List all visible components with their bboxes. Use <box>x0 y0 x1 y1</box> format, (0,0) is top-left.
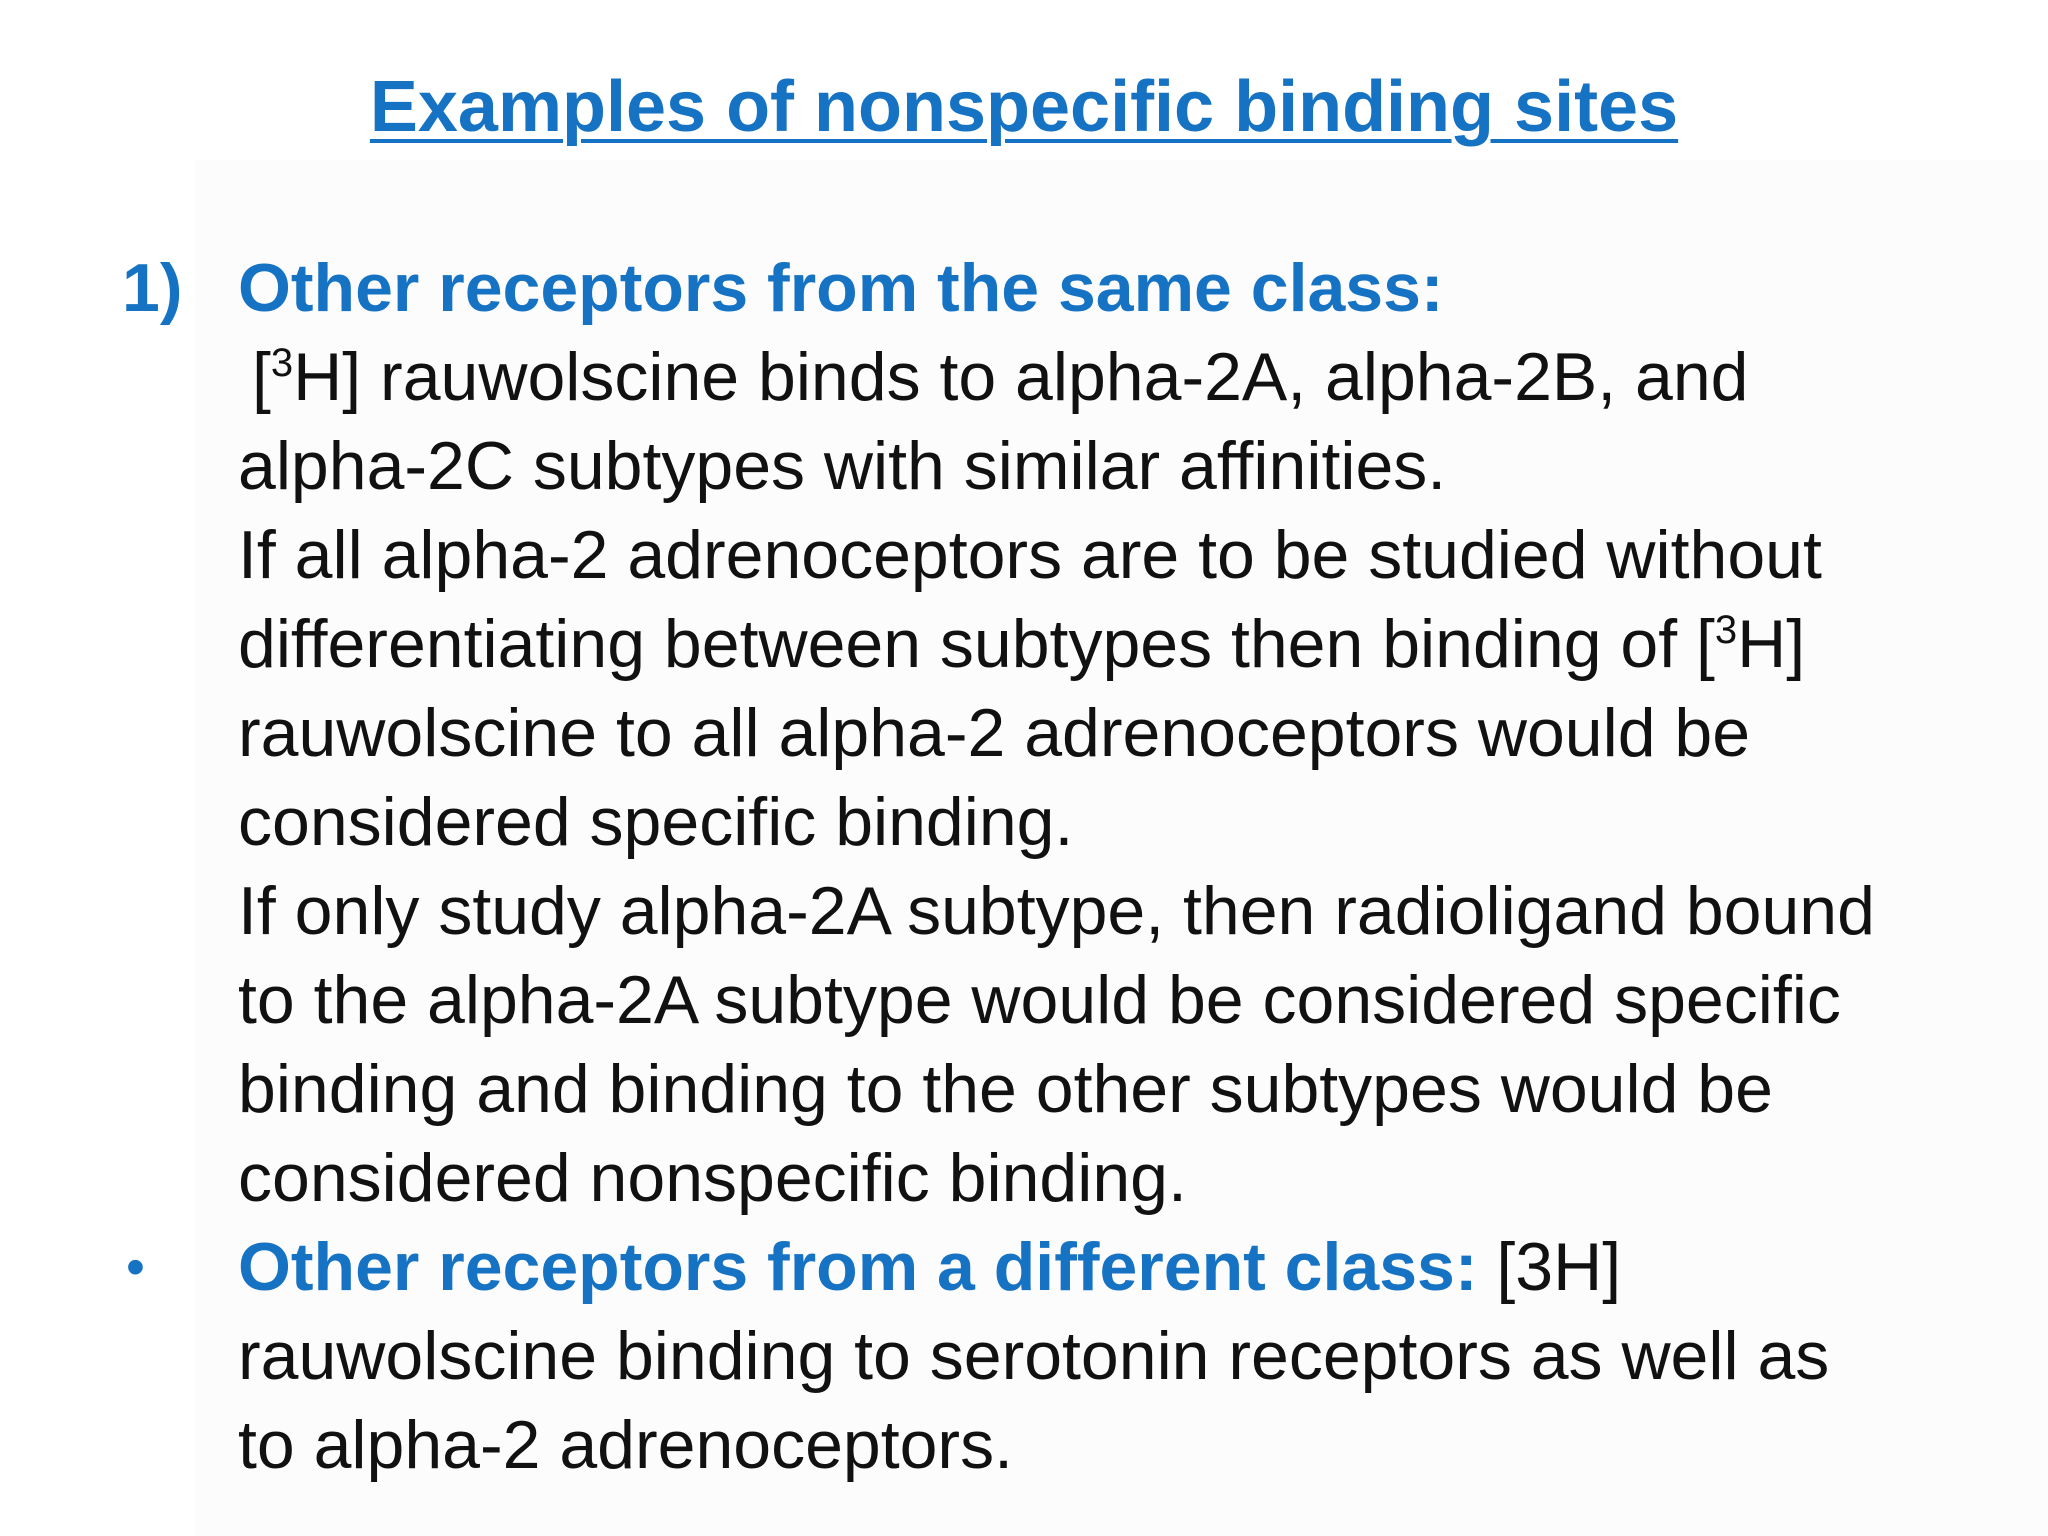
item2-line-2: rauwolscine binding to serotonin receptors as well as <box>238 1318 1830 1394</box>
slide-title <box>0 64 2048 150</box>
item1-line-7: If only study alpha-2A subtype, then radioligand bound <box>238 873 1875 949</box>
item1-line-5: rauwolscine to all alpha-2 adrenoceptors would be <box>238 695 1751 771</box>
item2-line-1-text: [3H] <box>1477 1229 1622 1305</box>
item1-line-3: If all alpha-2 adrenoceptors are to be studied without <box>238 517 1822 593</box>
item1-line-4 <box>238 600 1805 689</box>
bullet-icon: • <box>126 1237 145 1297</box>
list-number-1: 1) <box>122 250 183 326</box>
item1-line-6: considered specific binding. <box>238 784 1074 860</box>
slide-title-text: Examples of nonspecific binding sites <box>369 67 1679 147</box>
item1-line-1 <box>252 333 1748 422</box>
item2-line-3: to alpha-2 adrenoceptors. <box>238 1407 1013 1483</box>
item1-line-2: alpha-2C subtypes with similar affinities. <box>238 428 1447 504</box>
item2-heading: Other receptors from a different class: <box>238 1229 1478 1305</box>
item1-heading: Other receptors from the same class: <box>238 250 1444 326</box>
item2-line-1 <box>238 1223 1621 1312</box>
item1-line-10: considered nonspecific binding. <box>238 1140 1187 1216</box>
item1-line-1-text: H] rauwolscine binds to alpha-2A, alpha-2B, and <box>293 339 1749 415</box>
item1-line-8: to the alpha-2A subtype would be considered specific <box>238 962 1841 1038</box>
item1-line-9: binding and binding to the other subtypes would be <box>238 1051 1773 1127</box>
item1-line-4-superscript: 3 <box>1714 608 1738 652</box>
item1-line-1-superscript: 3 <box>270 341 294 385</box>
item1-line-1-bracket: [ <box>252 339 271 415</box>
item1-line-4-end: H] <box>1737 606 1806 682</box>
item1-line-4-text: differentiating between subtypes then binding of [ <box>238 606 1715 682</box>
